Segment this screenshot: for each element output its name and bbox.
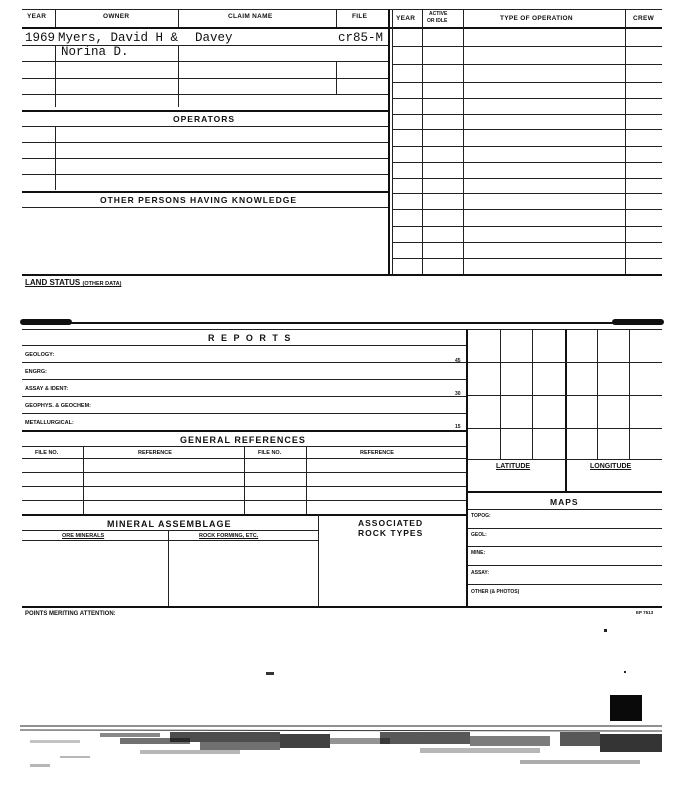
maps-row-line <box>468 546 662 547</box>
header-year: YEAR <box>27 13 47 20</box>
operators-row-line <box>22 158 388 159</box>
map-other-photos: OTHER (& PHOTOS) <box>471 589 520 595</box>
mineral-header-line <box>22 530 318 531</box>
right-row-line <box>392 82 662 83</box>
top-border <box>22 9 662 10</box>
grid-vline <box>532 329 533 459</box>
land-status-sub: (OTHER DATA) <box>82 281 122 287</box>
report-metallurgical: METALLURGICAL: <box>25 420 74 426</box>
other-persons-title: OTHER PERSONS HAVING KNOWLEDGE <box>100 195 298 205</box>
maps-top-rule <box>468 491 662 493</box>
ref-reference-header-2: REFERENCE <box>360 450 394 456</box>
land-status-label <box>25 278 121 287</box>
header-file: FILE <box>352 13 368 20</box>
associated-title: ASSOCIATED <box>358 518 424 528</box>
report-row-line <box>22 379 466 380</box>
grid-vline-center <box>565 329 567 491</box>
other-persons-header-line <box>22 207 388 208</box>
header-divider <box>55 9 56 27</box>
header-or-idle: OR IDLE <box>427 18 448 24</box>
header-bottom-rule <box>22 27 662 29</box>
references-divider <box>83 446 84 514</box>
map-topog: TOPOG: <box>471 513 491 519</box>
right-row-line <box>392 226 662 227</box>
header-divider <box>178 9 179 27</box>
report-row-line <box>22 413 466 414</box>
ref-file-no-header-2: FILE NO. <box>258 450 282 456</box>
right-row-line <box>392 209 662 210</box>
grid-vline <box>500 329 501 459</box>
mineral-associated-divider <box>318 514 319 606</box>
maps-title: MAPS <box>550 497 579 507</box>
header-type-of-operation: TYPE OF OPERATION <box>500 15 573 22</box>
header-claim-name: CLAIM NAME <box>228 13 273 20</box>
reports-header-line <box>22 345 466 346</box>
form-number: EP 7513 <box>636 610 654 615</box>
scan-noise-band <box>0 718 678 788</box>
mineral-assemblage-title: MINERAL ASSEMBLAGE <box>107 519 232 529</box>
scan-speck <box>604 629 607 632</box>
grid-vline <box>629 329 630 459</box>
right-row-line <box>392 242 662 243</box>
header-divider <box>336 9 337 27</box>
general-references-title: GENERAL REFERENCES <box>180 435 306 445</box>
report-row-line <box>22 396 466 397</box>
rock-types-title: ROCK TYPES <box>358 528 424 538</box>
header-year-2: YEAR <box>396 15 416 22</box>
entry-divider <box>336 61 337 94</box>
right-row-line <box>392 46 662 47</box>
maps-row-line <box>468 528 662 529</box>
right-row-line <box>392 162 662 163</box>
right-row-line <box>392 64 662 65</box>
maps-row-line <box>468 565 662 566</box>
right-row-line <box>392 258 662 259</box>
entry-row-line <box>22 78 388 79</box>
maps-header-line <box>468 509 662 510</box>
ore-minerals-header: ORE MINERALS <box>62 533 105 539</box>
entry-year: 1969 <box>25 31 56 45</box>
rock-forming-header: ROCK FORMING, ETC. <box>199 533 259 539</box>
operators-top-rule <box>22 110 388 112</box>
grid-hline <box>468 428 662 429</box>
report-assay: ASSAY & IDENT: <box>25 386 69 392</box>
ref-file-no-header: FILE NO. <box>35 450 59 456</box>
points-meriting-label: POINTS MERITING ATTENTION: <box>25 611 116 617</box>
reports-title: R E P O R T S <box>208 333 293 343</box>
header-crew: CREW <box>633 15 655 22</box>
reports-section-rule <box>22 322 662 324</box>
header-owner: OWNER <box>103 13 130 20</box>
header-active: ACTIVE <box>429 11 448 17</box>
scan-speck <box>624 671 626 673</box>
longitude-label: LONGITUDE <box>590 463 632 470</box>
right-row-line <box>392 178 662 179</box>
references-bottom-rule <box>22 514 466 516</box>
year-active-divider <box>422 9 423 275</box>
mineral-divider <box>168 530 169 606</box>
right-row-line <box>392 98 662 99</box>
grid-hline <box>468 395 662 396</box>
report-number-45: 45 <box>455 358 461 364</box>
mineral-col-header-line <box>22 540 318 541</box>
grid-vline <box>597 329 598 459</box>
entry-divider <box>55 45 56 107</box>
entry-owner-line1: Myers, David H & <box>58 31 179 45</box>
entry-row-line <box>22 61 388 62</box>
latitude-label: LATITUDE <box>496 463 531 470</box>
right-block-divider <box>388 9 390 275</box>
entry-row-line <box>22 45 388 46</box>
grid-hline <box>468 459 662 460</box>
references-divider <box>244 446 245 514</box>
type-crew-divider <box>625 9 626 275</box>
operators-row-line <box>22 174 388 175</box>
ref-reference-header: REFERENCE <box>138 450 172 456</box>
operators-row-line <box>22 142 388 143</box>
top-block-bottom-rule <box>22 274 662 276</box>
right-row-line <box>392 114 662 115</box>
active-type-divider <box>463 9 464 275</box>
report-number-15: 15 <box>455 424 461 430</box>
other-persons-top-rule <box>22 191 388 193</box>
entry-file: cr85-M <box>338 31 384 45</box>
right-row-line <box>392 146 662 147</box>
operators-header-line <box>22 126 388 127</box>
maps-row-line <box>468 584 662 585</box>
grid-hline <box>468 362 662 363</box>
reports-bottom-rule <box>22 430 466 432</box>
report-row-line <box>22 362 466 363</box>
report-number-30: 30 <box>455 391 461 397</box>
right-block-divider-inner <box>392 9 393 275</box>
scan-speck <box>266 672 274 675</box>
right-row-line <box>392 193 662 194</box>
report-engrg: ENGRG: <box>25 369 47 375</box>
land-status-text: LAND STATUS <box>25 278 81 287</box>
operators-title: OPERATORS <box>173 114 236 124</box>
report-geophys: GEOPHYS. & GEOCHEM: <box>25 403 92 409</box>
entry-divider <box>178 45 179 107</box>
right-row-line <box>392 129 662 130</box>
middle-block-bottom-rule <box>22 606 662 608</box>
map-mine: MINE: <box>471 550 486 556</box>
report-geology: GEOLOGY: <box>25 352 55 358</box>
operators-divider <box>55 126 56 190</box>
map-geol: GEOL: <box>471 532 487 538</box>
entry-claim-name: Davey <box>195 31 233 45</box>
map-assay: ASSAY: <box>471 570 490 576</box>
entry-row-line <box>22 94 388 95</box>
references-divider <box>306 446 307 514</box>
entry-owner-line2: Norina D. <box>61 45 129 59</box>
